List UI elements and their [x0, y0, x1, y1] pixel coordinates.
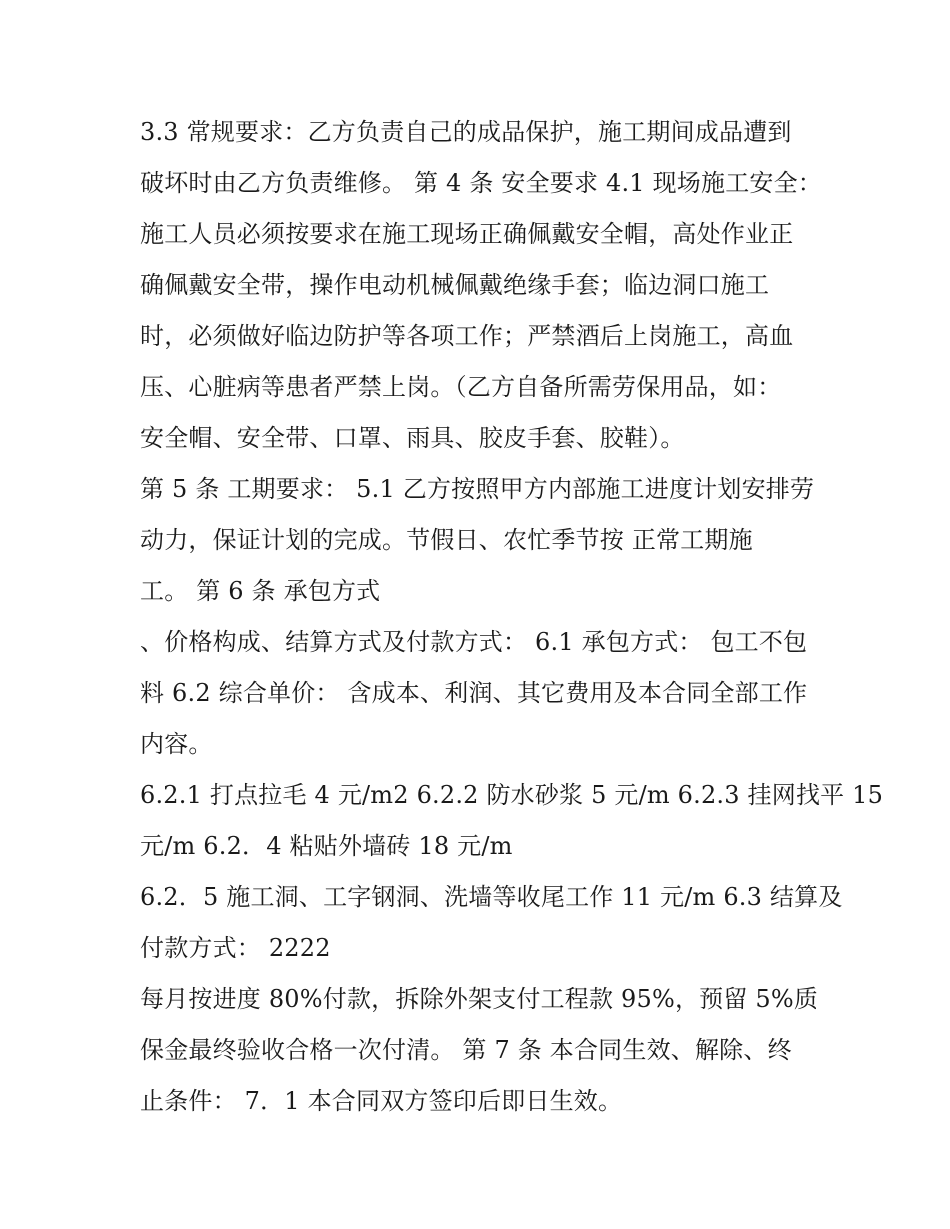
text-line: 6.2.1 打点拉毛 4 元/m2 6.2.2 防水砂浆 5 元/m 6.2.3 挂网找平 15 [140, 781, 884, 809]
document-body [140, 109, 884, 1129]
text-line: 、价格构成、结算方式及付款方式： 6.1 承包方式： 包工不包 [140, 628, 808, 656]
text-line: 第 5 条 工期要求： 5.1 乙方按照甲方内部施工进度计划安排劳 [140, 475, 815, 503]
text-line: 破坏时由乙方负责维修。 第 4 条 安全要求 4.1 现场施工安全： [140, 169, 823, 197]
text-line: 施工人员必须按要求在施工现场正确佩戴安全帽，高处作业正 [140, 220, 794, 248]
text-line: 每月按进度 80%付款，拆除外架支付工程款 95%，预留 5%质 [140, 985, 819, 1013]
text-line: 动力，保证计划的完成。节假日、农忙季节按 正常工期施 [140, 526, 753, 554]
text-line: 压、心脏病等患者严禁上岗。（乙方自备所需劳保用品，如： [140, 373, 782, 401]
text-line: 6.2．5 施工洞、工字钢洞、洗墙等收尾工作 11 元/m 6.3 结算及 [140, 883, 843, 911]
text-line: 确佩戴安全带，操作电动机械佩戴绝缘手套；临边洞口施工 [140, 271, 770, 299]
text-line: 3.3 常规要求：乙方负责自己的成品保护，施工期间成品遭到 [140, 118, 792, 146]
text-line: 付款方式： 2222 [140, 934, 331, 962]
text-line: 元/m 6.2．4 粘贴外墙砖 18 元/m [140, 832, 513, 860]
text-line: 止条件： 7．1 本合同双方签印后即日生效。 [140, 1087, 623, 1115]
text-line: 料 6.2 综合单价： 含成本、利润、其它费用及本合同全部工作 [140, 679, 808, 707]
text-line: 安全帽、安全带、口罩、雨具、胶皮手套、胶鞋）。 [140, 424, 685, 452]
text-line: 保金最终验收合格一次付清。 第 7 条 本合同生效、解除、终 [140, 1036, 792, 1064]
text-line: 工。 第 6 条 承包方式 [140, 577, 381, 605]
text-line: 时，必须做好临边防护等各项工作；严禁酒后上岗施工，高血 [140, 322, 794, 350]
text-line: 内容。 [140, 730, 213, 758]
